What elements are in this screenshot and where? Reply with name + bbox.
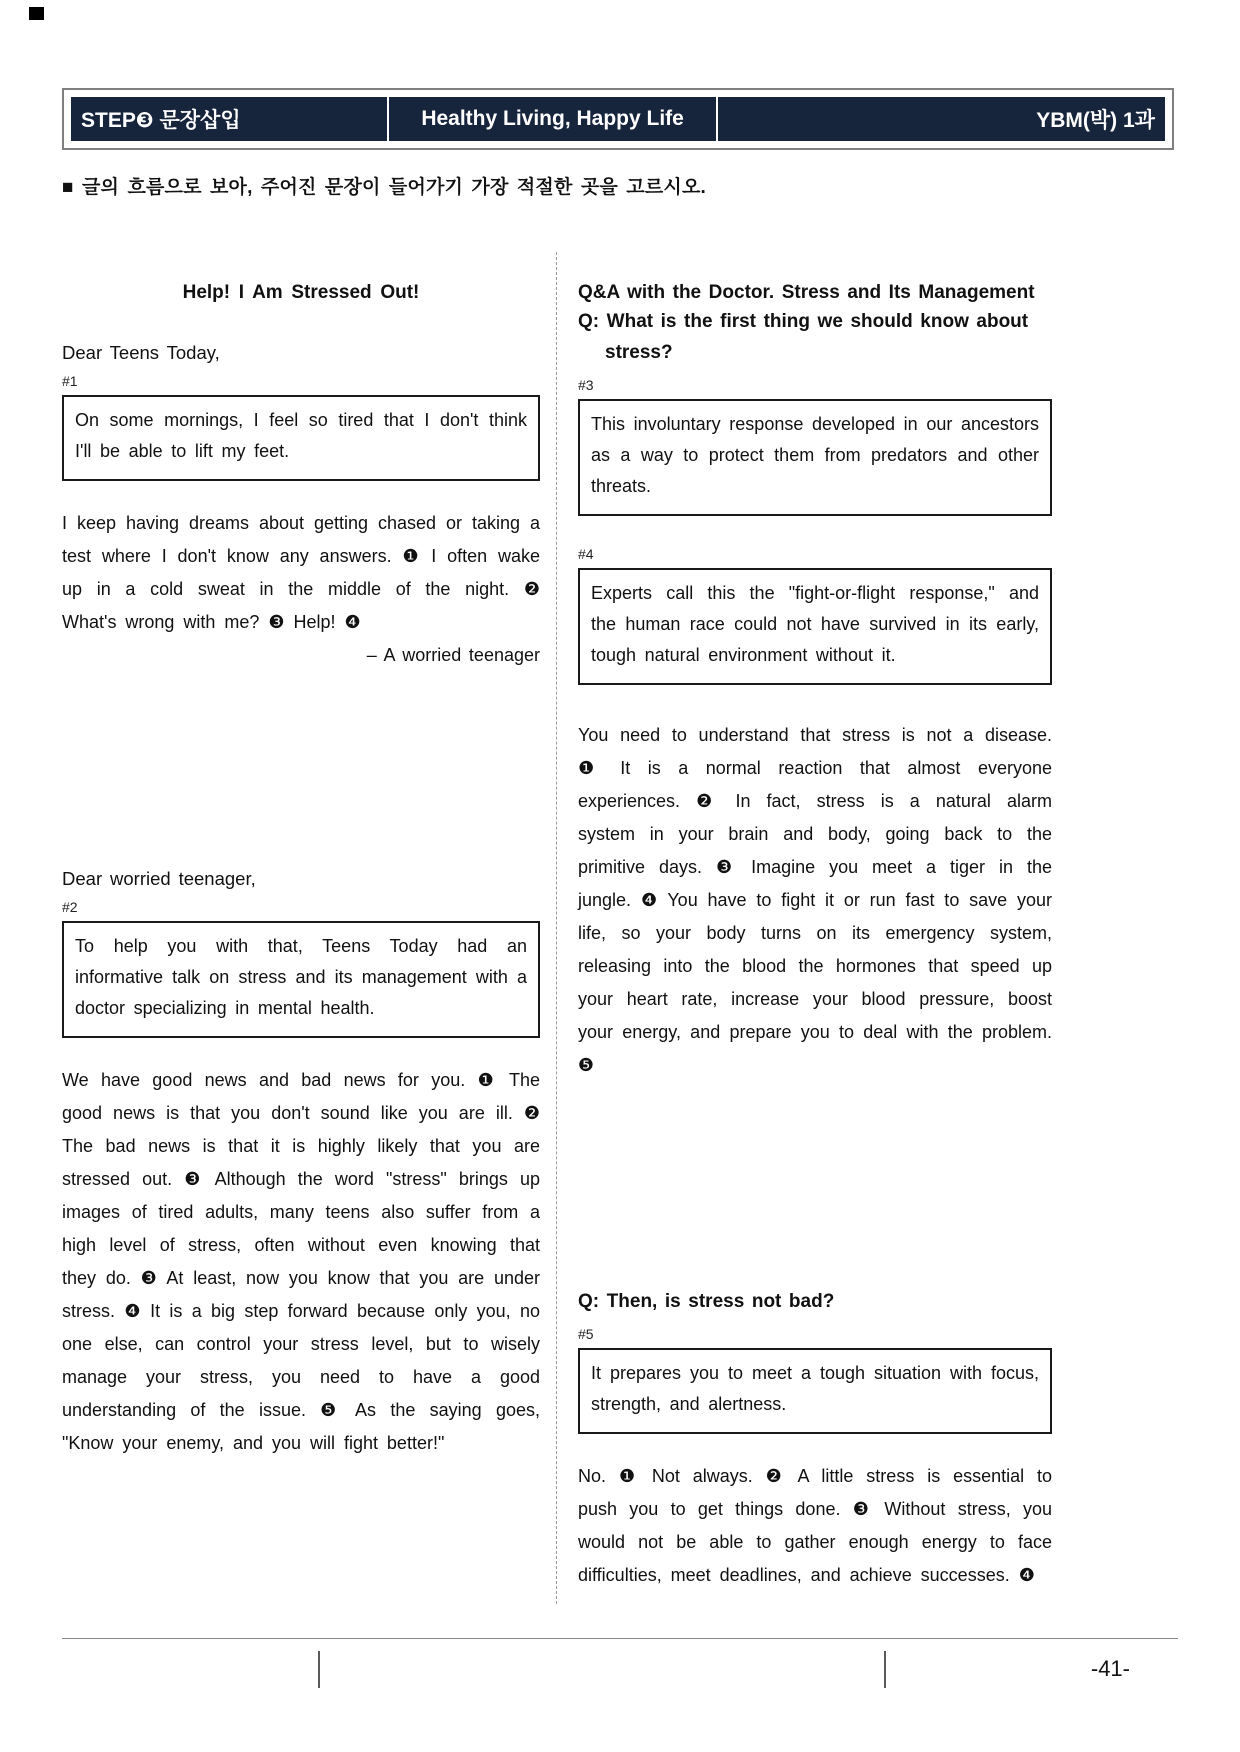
header-bar — [71, 97, 1165, 141]
footer-tick-right — [884, 1651, 886, 1688]
answer-paragraph-1: You need to understand that stress is not a disease. ❶ It is a normal reaction that almost everyone experiences. ❷ In fact, stress is a natural alarm system in your brain and body, going back to the primitive days. ❸ Imagine you meet a tiger in the jungle. ❹ You have to fight it or run fast to save your life, so your body turns on its emergency system, releasing into the blood the hormones that speed up your heart rate, increase your blood pressure, boost your energy, and prepare you to deal with the problem. ❺ — [578, 725, 1052, 1075]
column-divider — [556, 252, 557, 1604]
insert-sentence-box-2: To help you with that, Teens Today had an informative talk on stress and its management with a doctor specializing in mental health. — [62, 921, 540, 1038]
corner-mark — [29, 7, 44, 20]
answer-paragraph-2: No. ❶ Not always. ❷ A little stress is essential to push you to get things done. ❸ Without stress, you would not be able to gather enough energy to face difficulties, meet deadlines, and achieve successes. ❹ — [578, 1466, 1052, 1585]
question-1: Q: What is the first thing we should know about stress? — [578, 311, 1029, 363]
salutation-teens-today: Dear Teens Today, — [62, 342, 220, 363]
left-article-title: Help! I Am Stressed Out! — [182, 282, 420, 303]
header-unit-title: Healthy Living, Happy Life — [389, 97, 716, 141]
instruction-text: ■ 글의 흐름으로 보아, 주어진 문장이 들어가기 가장 적절한 곳을 고르시오. — [62, 177, 706, 198]
reply-paragraph: We have good news and bad news for you. ❶ The good news is that you don't sound like you are ill. ❷ The bad news is that it is highly likely that you are stressed out. ❸ Although the word "stress" brings up images of tired adults, many teens also suffer from a high level of stress, often without even knowing that they do. ❸ At least, now you know that you are under stress. ❹ It is a big step forward because only you, no one else, can control your stress level, but to wisely manage your stress, you need to have a good understanding of the issue. ❺ As the saying goes, "Know your enemy, and you will fight better!" — [62, 1070, 540, 1453]
insert-marker-4: #4 — [578, 546, 594, 562]
insert-sentence-box-4: Experts call this the "fight-or-flight response," and the human race could not have survived in its early, tough natural environment without it. — [578, 568, 1052, 685]
page-number: -41- — [1090, 1656, 1130, 1681]
letter-paragraph: I keep having dreams about getting chased or taking a test where I don't know any answers. ❶ I often wake up in a cold sweat in the middle of the night. ❷ What's wrong with me? ❸ Help! ❹ — [62, 513, 540, 632]
insert-sentence-box-3: This involuntary response developed in our ancestors as a way to protect them from predators and other threats. — [578, 399, 1052, 516]
insert-marker-2: #2 — [62, 899, 78, 915]
worksheet-header — [62, 88, 1174, 150]
question-2: Q: Then, is stress not bad? — [578, 1291, 835, 1312]
header-source-label: YBM(박) 1과 — [718, 97, 1165, 141]
qa-article-title: Q&A with the Doctor. Stress and Its Management — [578, 282, 1035, 303]
insert-marker-5: #5 — [578, 1326, 594, 1342]
right-column — [578, 250, 1052, 1592]
insert-sentence-box-1: On some mornings, I feel so tired that I don't think I'll be able to lift my feet. — [62, 395, 540, 481]
header-step-label: STEP❸ 문장삽입 — [71, 97, 387, 141]
footer-tick-left — [318, 1651, 320, 1688]
salutation-worried-teenager: Dear worried teenager, — [62, 868, 256, 889]
insert-sentence-box-5: It prepares you to meet a tough situation with focus, strength, and alertness. — [578, 1348, 1052, 1434]
insert-marker-3: #3 — [578, 377, 594, 393]
insert-marker-1: #1 — [62, 373, 78, 389]
footer-rule — [62, 1638, 1178, 1639]
letter-signature: – A worried teenager — [366, 645, 540, 665]
left-column — [62, 250, 540, 1460]
